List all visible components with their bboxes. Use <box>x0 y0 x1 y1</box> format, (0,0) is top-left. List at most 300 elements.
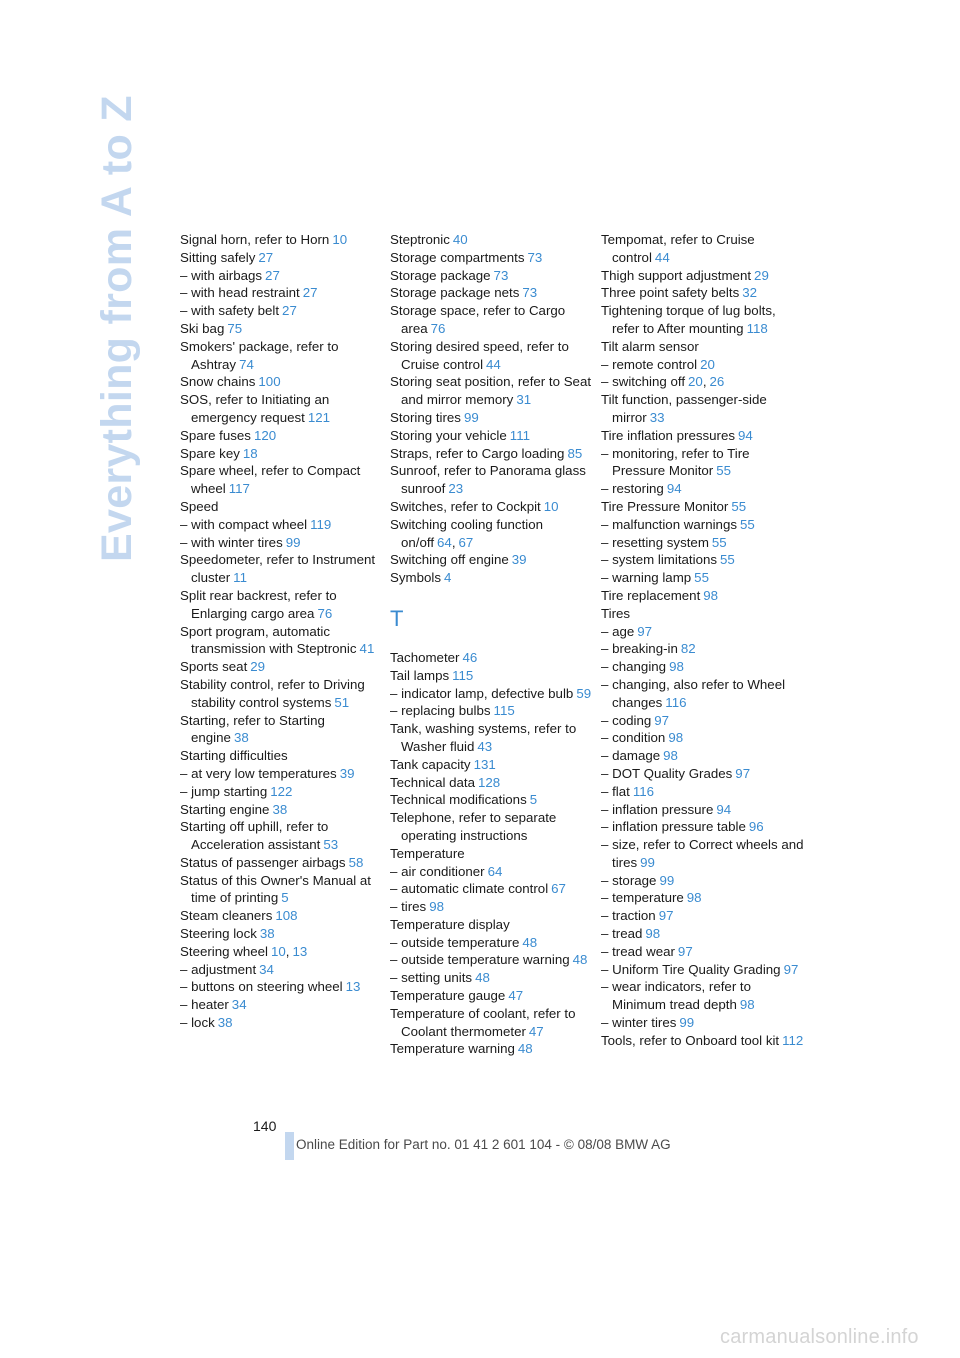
page-reference-link[interactable]: 48 <box>572 952 588 968</box>
page-reference-link[interactable]: 38 <box>272 801 288 817</box>
page-reference-link[interactable]: 97 <box>677 943 693 959</box>
index-entry-text: Thigh support adjustment <box>601 267 752 283</box>
index-entry-text: Technical modifications <box>390 792 527 808</box>
page-ref-separator: , <box>702 374 707 390</box>
page-reference-link[interactable]: 74 <box>239 356 254 372</box>
page-reference-link[interactable]: 115 <box>493 703 515 719</box>
index-entry-text: Straps, refer to Cargo loading <box>390 445 565 461</box>
index-entry-text: – changing <box>601 659 667 675</box>
page-reference-link[interactable]: 108 <box>275 908 298 924</box>
index-entry <box>390 756 595 774</box>
index-entry-text: Speed <box>180 498 219 514</box>
page-reference-link[interactable]: 76 <box>317 605 333 621</box>
index-entry <box>601 747 806 765</box>
index-entry-text: – DOT Quality Grades <box>601 765 733 781</box>
page-reference-link[interactable]: 53 <box>323 837 339 853</box>
index-entry <box>180 783 385 801</box>
index-entry <box>180 231 385 249</box>
index-entry <box>180 551 385 587</box>
index-entry-text: Spare fuses <box>180 427 251 443</box>
index-entry <box>601 961 806 979</box>
index-entry-text: Sport program, automatic transmission with Steptronic <box>180 623 357 657</box>
page-reference-link[interactable]: 99 <box>285 534 301 550</box>
index-entry <box>180 623 385 659</box>
index-entry-text: Stability control, refer to Driving stability control systems <box>180 676 365 710</box>
page-reference-link[interactable]: 41 <box>359 641 375 657</box>
index-entry-text: – remote control <box>601 356 698 372</box>
index-entry-text: – temperature <box>601 890 684 906</box>
page-reference-link[interactable]: 94 <box>716 801 732 817</box>
page-reference-link[interactable]: 111 <box>509 427 530 443</box>
index-entry-text: Storing seat position, refer to Seat and mirror memory <box>390 374 592 408</box>
page-reference-link[interactable]: 128 <box>478 774 501 790</box>
page-reference-link[interactable]: 76 <box>430 320 446 336</box>
page-reference-link[interactable]: 20 <box>700 356 715 372</box>
page-reference-link[interactable]: 47 <box>508 988 524 1004</box>
page-reference-link[interactable]: 97 <box>654 712 670 728</box>
index-entry-text: Smokers' package, refer to Ashtray <box>180 338 339 372</box>
index-entry-text: Status of this Owner's Manual at time of printing <box>180 872 371 906</box>
page-reference-link[interactable]: 18 <box>242 445 258 461</box>
index-entry <box>390 445 595 463</box>
page-reference-link[interactable]: 97 <box>658 908 674 924</box>
index-entry <box>390 249 595 267</box>
page-reference-link[interactable]: 75 <box>227 320 243 336</box>
page-ref-separator: , <box>285 943 290 959</box>
side-title: Everything from A to Z <box>93 95 141 562</box>
index-entry-text: – with head restraint <box>180 285 300 301</box>
index-entry-text: Temperature gauge <box>390 988 506 1004</box>
page-reference-link[interactable]: 27 <box>258 249 274 265</box>
index-entry <box>180 818 385 854</box>
index-entry-text: – flat <box>601 783 630 799</box>
index-column-2 <box>390 231 595 1058</box>
index-entry <box>180 391 385 427</box>
page-reference-link[interactable]: 38 <box>233 730 249 746</box>
index-entry <box>390 302 595 338</box>
index-entry-text: – size, refer to Correct wheels and tires <box>601 837 804 870</box>
index-entry-text: Tank capacity <box>390 756 471 772</box>
index-entry-text: Telephone, refer to separate operating instructions <box>390 810 557 843</box>
page-reference-link[interactable]: 98 <box>669 659 684 675</box>
page-reference-link[interactable]: 98 <box>739 997 755 1013</box>
page-reference-link[interactable]: 11 <box>233 570 247 586</box>
index-entry <box>601 765 806 783</box>
index-entry-text: Technical data <box>390 774 476 790</box>
index-entry <box>180 516 385 534</box>
index-entry <box>390 1040 595 1058</box>
index-entry-text: – with airbags <box>180 267 263 283</box>
index-entry-text: Steering wheel <box>180 943 268 959</box>
index-entry <box>180 765 385 783</box>
index-entry <box>390 987 595 1005</box>
page-reference-link[interactable]: 39 <box>511 552 527 568</box>
watermark: carmanualsonline.info <box>720 1326 919 1348</box>
index-entry-text: Sports seat <box>180 659 248 675</box>
page-reference-link[interactable]: 73 <box>493 267 509 283</box>
index-entry-text: Starting, refer to Starting engine <box>180 712 325 746</box>
index-entry-text: Switching cooling function on/off <box>390 516 544 550</box>
index-entry <box>180 284 385 302</box>
index-entry-text: – changing, also refer to Wheel changes <box>601 676 786 710</box>
index-entry-text: Starting difficulties <box>180 748 288 764</box>
page-reference-link[interactable]: 97 <box>637 623 653 639</box>
page-reference-link[interactable]: 112 <box>782 1032 804 1048</box>
index-entry <box>601 712 806 730</box>
page-reference-link[interactable]: 97 <box>735 765 751 781</box>
page-reference-link[interactable]: 10 <box>332 232 348 247</box>
page-number: 140 <box>253 1118 277 1134</box>
index-entry <box>180 534 385 552</box>
index-entry <box>390 880 595 898</box>
page-reference-link[interactable]: 122 <box>270 783 293 799</box>
page-reference-link[interactable]: 23 <box>448 481 464 497</box>
page-reference-link[interactable]: 98 <box>645 926 661 942</box>
index-entry-text: Steptronic <box>390 232 450 247</box>
page-reference-link[interactable]: 116 <box>632 783 655 799</box>
index-entry <box>390 845 595 863</box>
page-reference-link[interactable]: 38 <box>217 1015 233 1031</box>
index-entry <box>390 898 595 916</box>
index-entry <box>601 801 806 819</box>
page-reference-link[interactable]: 44 <box>654 249 670 265</box>
index-entry <box>180 427 385 445</box>
index-entry-text: Temperature of coolant, refer to Coolant thermometer <box>390 1005 576 1039</box>
page-reference-link[interactable]: 48 <box>522 934 538 950</box>
index-entry-text: Tire inflation pressures <box>601 427 736 443</box>
page-reference-link[interactable]: 27 <box>302 285 318 301</box>
index-entry <box>601 729 806 747</box>
page-reference-link[interactable]: 27 <box>282 303 297 319</box>
index-entry <box>601 587 806 605</box>
index-entry-text: Sitting safely <box>180 249 256 265</box>
index-entry <box>390 427 595 445</box>
page-reference-link[interactable]: 39 <box>339 765 355 781</box>
page-reference-link[interactable]: 4 <box>444 570 452 586</box>
index-entry-text: – damage <box>601 748 661 764</box>
index-entry-text: – jump starting <box>180 783 268 799</box>
page-reference-link[interactable]: 32 <box>742 285 758 301</box>
index-entry <box>180 1014 385 1032</box>
page-reference-link[interactable]: 10 <box>270 943 286 959</box>
index-entry <box>390 863 595 881</box>
index-entry-text: Storage package <box>390 267 491 283</box>
index-entry-text: Starting off uphill, refer to Acceleration assistant <box>180 819 329 853</box>
index-entry <box>601 640 806 658</box>
index-entry-text: Tilt function, passenger-side mirror <box>601 392 767 425</box>
index-entry-text: – resetting system <box>601 534 709 550</box>
index-entry-text: Storage space, refer to Cargo area <box>390 303 566 336</box>
index-entry-text: – malfunction warnings <box>601 516 737 532</box>
index-entry <box>601 516 806 534</box>
page-reference-link[interactable]: 99 <box>463 409 479 425</box>
index-entry <box>180 854 385 872</box>
index-entry <box>180 978 385 996</box>
index-entry-text: Tools, refer to Onboard tool kit <box>601 1032 780 1048</box>
page-reference-link[interactable]: 27 <box>265 267 280 283</box>
index-entry-text: Symbols <box>390 570 441 586</box>
index-entry <box>180 801 385 819</box>
index-entry <box>601 907 806 925</box>
index-entry-text: – outside temperature warning <box>390 952 570 968</box>
page-reference-link[interactable]: 99 <box>679 1015 695 1031</box>
page-reference-link[interactable]: 131 <box>473 756 496 772</box>
index-entry-text: – restoring <box>601 481 664 497</box>
page-reference-link[interactable]: 38 <box>259 926 275 942</box>
index-entry-text: – switching off <box>601 374 686 390</box>
index-entry <box>390 516 595 552</box>
index-entry <box>180 587 385 623</box>
index-entry-text: – indicator lamp, defective bulb <box>390 685 574 701</box>
index-entry-text: – setting units <box>390 970 473 986</box>
page-reference-link[interactable]: 29 <box>250 659 266 675</box>
page-reference-link[interactable]: 51 <box>334 694 350 710</box>
index-entry-text: Tilt alarm sensor <box>601 338 699 354</box>
index-entry <box>180 373 385 391</box>
index-entry <box>390 667 595 685</box>
index-entry <box>390 969 595 987</box>
index-entry <box>180 961 385 979</box>
index-entry-text: – at very low temperatures <box>180 765 337 781</box>
page-reference-link[interactable]: 13 <box>345 979 361 995</box>
index-entry <box>601 978 806 1014</box>
index-entry <box>390 791 595 809</box>
index-entry-text: Tempomat, refer to Cruise control <box>601 232 755 265</box>
page-reference-link[interactable]: 73 <box>522 285 538 301</box>
index-entry <box>601 943 806 961</box>
index-entry <box>390 462 595 498</box>
page-reference-link[interactable]: 99 <box>659 872 675 888</box>
index-entry-text: Snow chains <box>180 374 256 390</box>
index-entry <box>180 658 385 676</box>
index-entry <box>180 747 385 765</box>
page-reference-link[interactable]: 34 <box>231 997 247 1013</box>
index-entry <box>180 302 385 320</box>
page-reference-link[interactable]: 31 <box>516 392 532 408</box>
index-entry <box>601 391 806 427</box>
page-reference-link[interactable]: 98 <box>663 748 678 764</box>
index-entry-text: – warning lamp <box>601 570 692 586</box>
index-entry <box>390 702 595 720</box>
index-entry-text: – with safety belt <box>180 303 280 319</box>
page-reference-link[interactable]: 98 <box>668 730 684 746</box>
page-reference-link[interactable]: 120 <box>253 427 277 443</box>
footer-accent-bar <box>285 1132 294 1160</box>
index-entry-text: SOS, refer to Initiating an emergency request <box>180 392 330 425</box>
page-reference-link[interactable]: 5 <box>281 890 289 906</box>
index-entry-text: Starting engine <box>180 801 270 817</box>
page-reference-link[interactable]: 55 <box>720 552 735 568</box>
page-reference-link[interactable]: 67 <box>551 881 566 897</box>
page-reference-link[interactable]: 98 <box>429 899 445 915</box>
index-entry <box>601 231 806 267</box>
index-entry <box>390 774 595 792</box>
index-entry-text: – inflation pressure <box>601 801 714 817</box>
page-reference-link[interactable]: 33 <box>649 409 665 425</box>
page-reference-link[interactable]: 47 <box>528 1023 544 1039</box>
index-entry-text: Signal horn, refer to Horn <box>180 232 330 247</box>
index-entry <box>180 943 385 961</box>
index-entry <box>390 267 595 285</box>
index-entry-text: – coding <box>601 712 652 728</box>
index-entry <box>390 409 595 427</box>
index-entry-text: Tachometer <box>390 649 460 665</box>
index-entry <box>390 720 595 756</box>
section-letter: T <box>390 605 404 631</box>
page-reference-link[interactable]: 29 <box>754 267 769 283</box>
index-entry <box>601 427 806 445</box>
index-entry <box>601 569 806 587</box>
page-reference-link[interactable]: 55 <box>694 570 709 586</box>
index-entry <box>601 284 806 302</box>
index-entry <box>180 267 385 285</box>
index-entry-text: – storage <box>601 872 657 888</box>
page-reference-link[interactable]: 116 <box>665 694 687 710</box>
page-reference-link[interactable]: 55 <box>731 498 747 514</box>
page-reference-link[interactable]: 96 <box>748 819 764 835</box>
index-entry <box>390 685 595 703</box>
index-entry <box>390 649 595 667</box>
index-entry-text: Tire replacement <box>601 587 701 603</box>
page-ref-separator: , <box>451 534 456 550</box>
index-entry-text: – air conditioner <box>390 863 485 879</box>
page-reference-link[interactable]: 40 <box>452 232 468 247</box>
index-entry-text: – monitoring, refer to Tire Pressure Monitor <box>601 445 750 479</box>
index-entry-text: Three point safety belts <box>601 285 740 301</box>
index-entry-text: Status of passenger airbags <box>180 854 346 870</box>
page-reference-link[interactable]: 119 <box>310 516 332 532</box>
page-reference-link[interactable]: 34 <box>259 961 274 977</box>
page-reference-link[interactable]: 64 <box>487 863 503 879</box>
index-entry <box>180 996 385 1014</box>
page-reference-link[interactable]: 121 <box>307 409 331 425</box>
index-entry <box>180 320 385 338</box>
index-entry-text: Temperature display <box>390 916 510 932</box>
index-entry <box>390 951 595 969</box>
page-reference-link[interactable]: 46 <box>462 649 478 665</box>
page-reference-link[interactable]: 43 <box>477 738 493 754</box>
page-reference-link[interactable]: 117 <box>228 481 250 497</box>
page-reference-link[interactable]: 94 <box>738 427 753 443</box>
index-entry <box>180 498 385 516</box>
index-entry <box>601 836 806 872</box>
index-entry-text: – age <box>601 623 635 639</box>
page-reference-link[interactable]: 97 <box>783 961 799 977</box>
index-entry-text: – tread wear <box>601 943 675 959</box>
index-entry-text: – heater <box>180 997 229 1013</box>
index-entry-text: Speedometer, refer to Instrument cluster <box>180 552 376 586</box>
index-entry <box>390 231 595 249</box>
index-entry-text: Tire Pressure Monitor <box>601 498 729 514</box>
index-entry-text: Storage package nets <box>390 285 520 301</box>
index-entry <box>390 916 595 934</box>
index-entry-text: – system limitations <box>601 552 718 568</box>
index-entry <box>601 356 806 374</box>
index-entry <box>601 623 806 641</box>
index-entry-text: Temperature warning <box>390 1041 515 1057</box>
index-entry <box>180 249 385 267</box>
index-entry <box>601 534 806 552</box>
index-entry <box>180 676 385 712</box>
index-entry <box>601 605 806 623</box>
index-entry <box>601 1032 806 1050</box>
index-entry-text: – inflation pressure table <box>601 819 746 835</box>
index-entry <box>601 658 806 676</box>
index-entry-text: – Uniform Tire Quality Grading <box>601 961 781 977</box>
page-reference-link[interactable]: 64 <box>437 534 452 550</box>
index-entry-text: Storage compartments <box>390 249 525 265</box>
index-entry <box>180 925 385 943</box>
index-entry <box>601 480 806 498</box>
index-entry <box>390 569 595 587</box>
page-reference-link[interactable]: 82 <box>680 641 696 657</box>
index-entry-text: – buttons on steering wheel <box>180 979 343 995</box>
page-reference-link[interactable]: 10 <box>543 498 559 514</box>
page-reference-link[interactable]: 55 <box>740 516 755 532</box>
index-entry <box>180 462 385 498</box>
index-entry <box>601 338 806 356</box>
index-column-1 <box>180 231 385 1032</box>
page-reference-link[interactable]: 73 <box>527 249 543 265</box>
index-entry <box>601 267 806 285</box>
index-entry-text: – with winter tires <box>180 534 283 550</box>
page-reference-link[interactable]: 100 <box>258 374 281 390</box>
page-reference-link[interactable]: 5 <box>529 792 538 808</box>
page-reference-link[interactable]: 59 <box>576 685 592 701</box>
page-reference-link[interactable]: 48 <box>517 1041 533 1057</box>
index-entry-text: – with compact wheel <box>180 516 308 532</box>
page-reference-link[interactable]: 44 <box>486 356 501 372</box>
index-entry-text: Storing tires <box>390 409 461 425</box>
index-entry-text: Spare key <box>180 445 240 461</box>
index-entry <box>390 498 595 516</box>
index-entry-text: – traction <box>601 908 656 924</box>
index-entry-text: – tread <box>601 926 643 942</box>
index-entry-text: – winter tires <box>601 1015 677 1031</box>
index-entry-text: – automatic climate control <box>390 881 549 897</box>
index-entry-text: Tail lamps <box>390 667 450 683</box>
index-entry-text: Storing your vehicle <box>390 427 507 443</box>
page-reference-link[interactable]: 58 <box>348 854 364 870</box>
page-reference-link[interactable]: 115 <box>452 667 474 683</box>
index-entry <box>180 712 385 748</box>
page-reference-link[interactable]: 13 <box>292 943 308 959</box>
index-entry <box>601 373 806 391</box>
page-reference-link[interactable]: 94 <box>666 481 682 497</box>
page-reference-link[interactable]: 98 <box>686 890 702 906</box>
page-reference-link[interactable]: 26 <box>709 374 725 390</box>
page-reference-link[interactable]: 20 <box>688 374 703 390</box>
index-entry <box>601 783 806 801</box>
index-entry <box>601 302 806 338</box>
page-reference-link[interactable]: 99 <box>640 854 655 870</box>
index-entry-text: – replacing bulbs <box>390 703 491 719</box>
page-reference-link[interactable]: 85 <box>567 445 583 461</box>
page-reference-link[interactable]: 48 <box>475 970 490 986</box>
page-reference-link[interactable]: 98 <box>703 587 719 603</box>
index-entry-text: – tires <box>390 899 427 915</box>
index-entry <box>390 373 595 409</box>
index-entry-text: Steering lock <box>180 926 257 942</box>
page-reference-link[interactable]: 55 <box>711 534 727 550</box>
page-reference-link[interactable]: 67 <box>458 534 474 550</box>
index-entry-text: Sunroof, refer to Panorama glass sunroof <box>390 463 586 497</box>
index-entry-text: Tires <box>601 605 631 621</box>
index-entry-text: Storing desired speed, refer to Cruise control <box>390 338 569 372</box>
index-entry <box>601 498 806 516</box>
page-reference-link[interactable]: 118 <box>746 320 768 336</box>
page-reference-link[interactable]: 55 <box>716 463 732 479</box>
